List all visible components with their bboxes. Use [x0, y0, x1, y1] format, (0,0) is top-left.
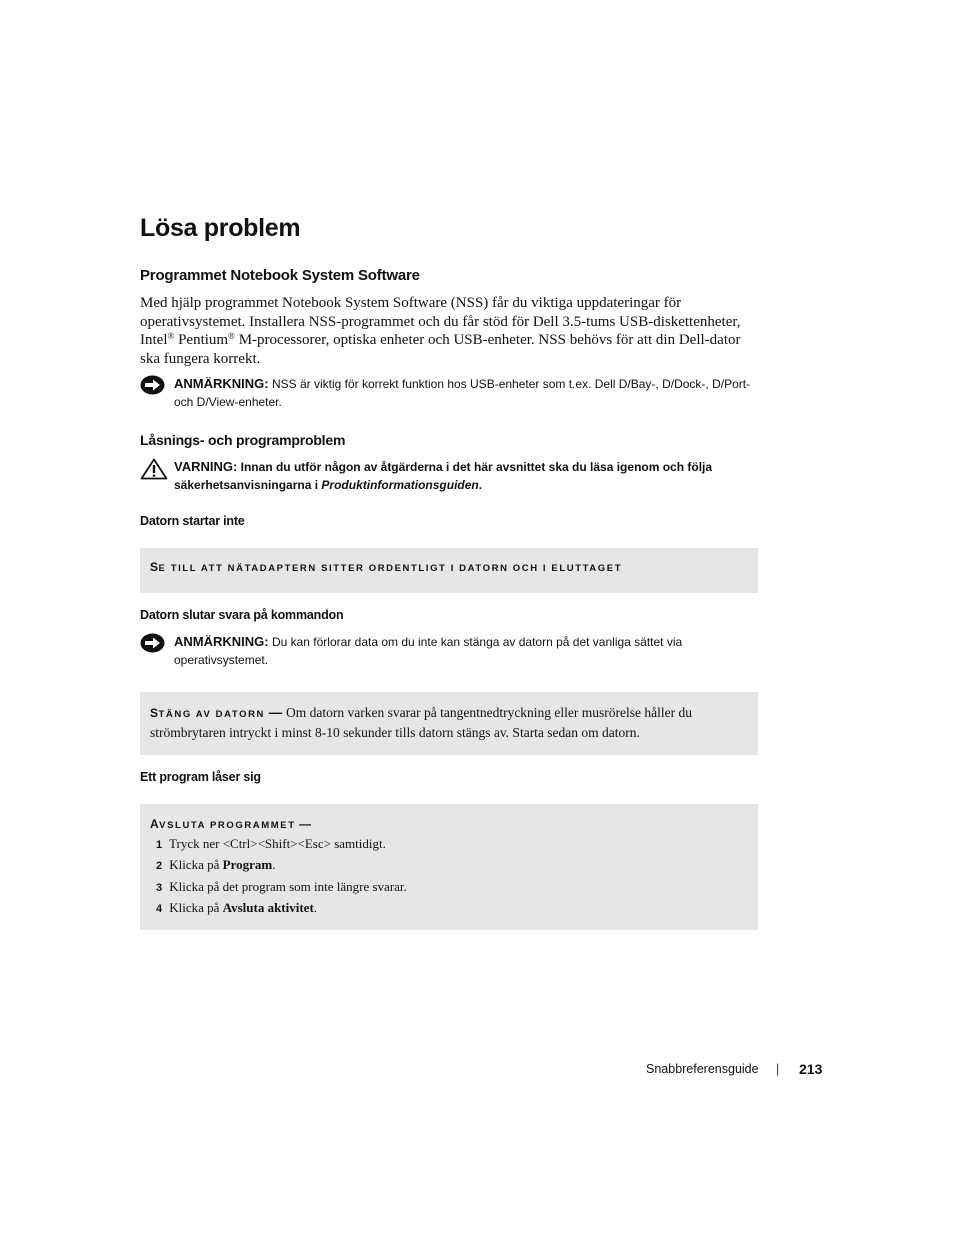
- note-arrow-icon: [140, 633, 165, 658]
- warning-label: VARNING:: [174, 459, 238, 474]
- page-title: Lösa problem: [140, 214, 301, 242]
- ui-term: Program: [222, 857, 273, 873]
- step-list: [156, 834, 746, 919]
- data-loss-note: [140, 633, 758, 671]
- note-text: NSS är viktig för korrekt funktion hos USB-enheter som t.ex. Dell D/Bay-, D/Dock-, D/Port- och D/View-enheter.: [174, 377, 751, 409]
- step-item: 3 Klicka på det program som inte längre svarar.: [156, 878, 407, 894]
- procedure-title: STÄNG AV DATORN: [150, 706, 266, 720]
- procedure-text: Om datorn varken svarar på tangentnedtryckning eller musrörelse håller du strömbrytaren intryckt i minst 8-10 sekunder tills datorn stängs av. Starta sedan om datorn.: [150, 705, 693, 740]
- footer-separator: |: [776, 1062, 780, 1076]
- procedure-title: SE TILL ATT NÄTADAPTERN SITTER ORDENTLIGT I DATORN OCH I ELUTTAGET: [150, 560, 623, 574]
- footer-guide-title: Snabbreferensguide: [646, 1062, 759, 1076]
- step-item: 1 Tryck ner <Ctrl><Shift><Esc> samtidigt.: [156, 836, 386, 851]
- procedure-box-end-program: [140, 804, 758, 930]
- note-arrow-icon: [140, 375, 165, 400]
- procedure-box-no-start: [140, 548, 758, 593]
- note-label: ANMÄRKNING:: [174, 376, 269, 391]
- warning-note: VARNING: Innan du utför någon av åtgärderna i det här avsnittet ska du läsa igenom och följa säkerhetsanvisningarna i Produktinformationsguiden.: [140, 458, 758, 496]
- subheading-no-start: Datorn startar inte: [140, 514, 245, 528]
- registered-mark: ®: [228, 331, 235, 341]
- warning-triangle-icon: [140, 458, 168, 485]
- page-number: 213: [799, 1061, 823, 1077]
- warning-guide-ref: Produktinformationsguiden: [321, 477, 479, 492]
- subheading-program-locks: Ett program låser sig: [140, 770, 261, 784]
- procedure-content: STÄNG AV DATORN — Om datorn varken svarar på tangentnedtryckning eller musrörelse håller du strömbrytaren intryckt i minst 8-10 sekunder tills datorn stängs av. Starta sedan om datorn.: [150, 705, 693, 740]
- note-text: Du kan förlorar data om du inte kan stänga av datorn på det vanliga sättet via operativsystemet.: [174, 635, 683, 667]
- ui-term: Avsluta aktivitet: [222, 899, 314, 915]
- procedure-title-row: AVSLUTA PROGRAMMET —: [150, 817, 311, 831]
- procedure-box-shutdown: [140, 692, 758, 755]
- registered-mark: ®: [167, 331, 175, 341]
- procedure-title: AVSLUTA PROGRAMMET: [150, 817, 296, 831]
- nss-note: [140, 375, 758, 413]
- step-item: 2 Klicka på Program.: [156, 857, 276, 873]
- section-heading-lock: Låsnings- och programproblem: [140, 432, 346, 448]
- subheading-not-responding: Datorn slutar svara på kommandon: [140, 608, 344, 622]
- nss-paragraph: Med hjälp programmet Notebook System Software (NSS) får du viktiga uppdateringar för operativsystemet. Installera NSS-programmet och du får stöd för Dell 3.5-tums USB-diskettenheter, Intel® Pentium® M-processorer, optiska enheter och USB-enheter. NSS behövs för att din Dell-dator ska fungera korrekt.: [140, 295, 741, 367]
- note-label: ANMÄRKNING:: [174, 634, 269, 649]
- section-heading-nss: Programmet Notebook System Software: [140, 267, 420, 284]
- step-item: 4 Klicka på Avsluta aktivitet.: [156, 899, 318, 915]
- warning-text: Innan du utför någon av åtgärderna i det här avsnittet ska du läsa igenom och följa säkerhetsanvisningarna i: [174, 460, 713, 492]
